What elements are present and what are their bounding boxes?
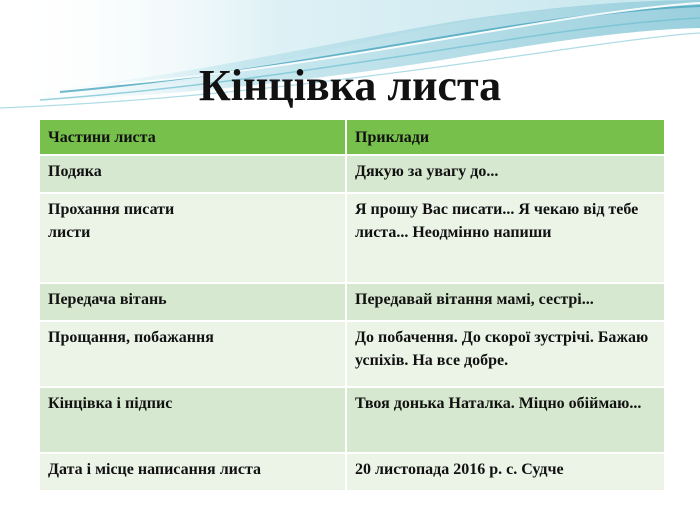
table-row	[39, 387, 665, 453]
cell-part: Прохання писати листи	[39, 193, 346, 283]
cell-example: Дякую за увагу до...	[346, 155, 665, 193]
column-header-parts: Частини листа	[39, 119, 346, 155]
table-row	[39, 453, 665, 491]
table-row	[39, 321, 665, 387]
cell-example: 20 листопада 2016 р. с. Судче	[346, 453, 665, 491]
cell-example: До побачення. До скорої зустрічі. Бажаю успіхів. На все добре.	[346, 321, 665, 387]
letter-ending-table	[38, 118, 664, 492]
cell-part: Передача вітань	[39, 283, 346, 321]
table-header-row	[39, 119, 665, 155]
table-row	[39, 193, 665, 283]
slide-title: Кінцівка листа	[198, 61, 502, 110]
table-row	[39, 283, 665, 321]
table-row	[39, 155, 665, 193]
cell-example: Твоя донька Наталка. Міцно обіймаю...	[346, 387, 665, 453]
cell-part: Дата і місце написання листа	[39, 453, 346, 491]
cell-example: Передавай вітання мамі, сестрі...	[346, 283, 665, 321]
cell-part: Кінцівка і підпис	[39, 387, 346, 453]
cell-example: Я прошу Вас писати... Я чекаю від тебе листа... Неодмінно напиши	[346, 193, 665, 283]
cell-part: Прощання, побажання	[39, 321, 346, 387]
column-header-examples: Приклади	[346, 119, 665, 155]
cell-part: Подяка	[39, 155, 346, 193]
